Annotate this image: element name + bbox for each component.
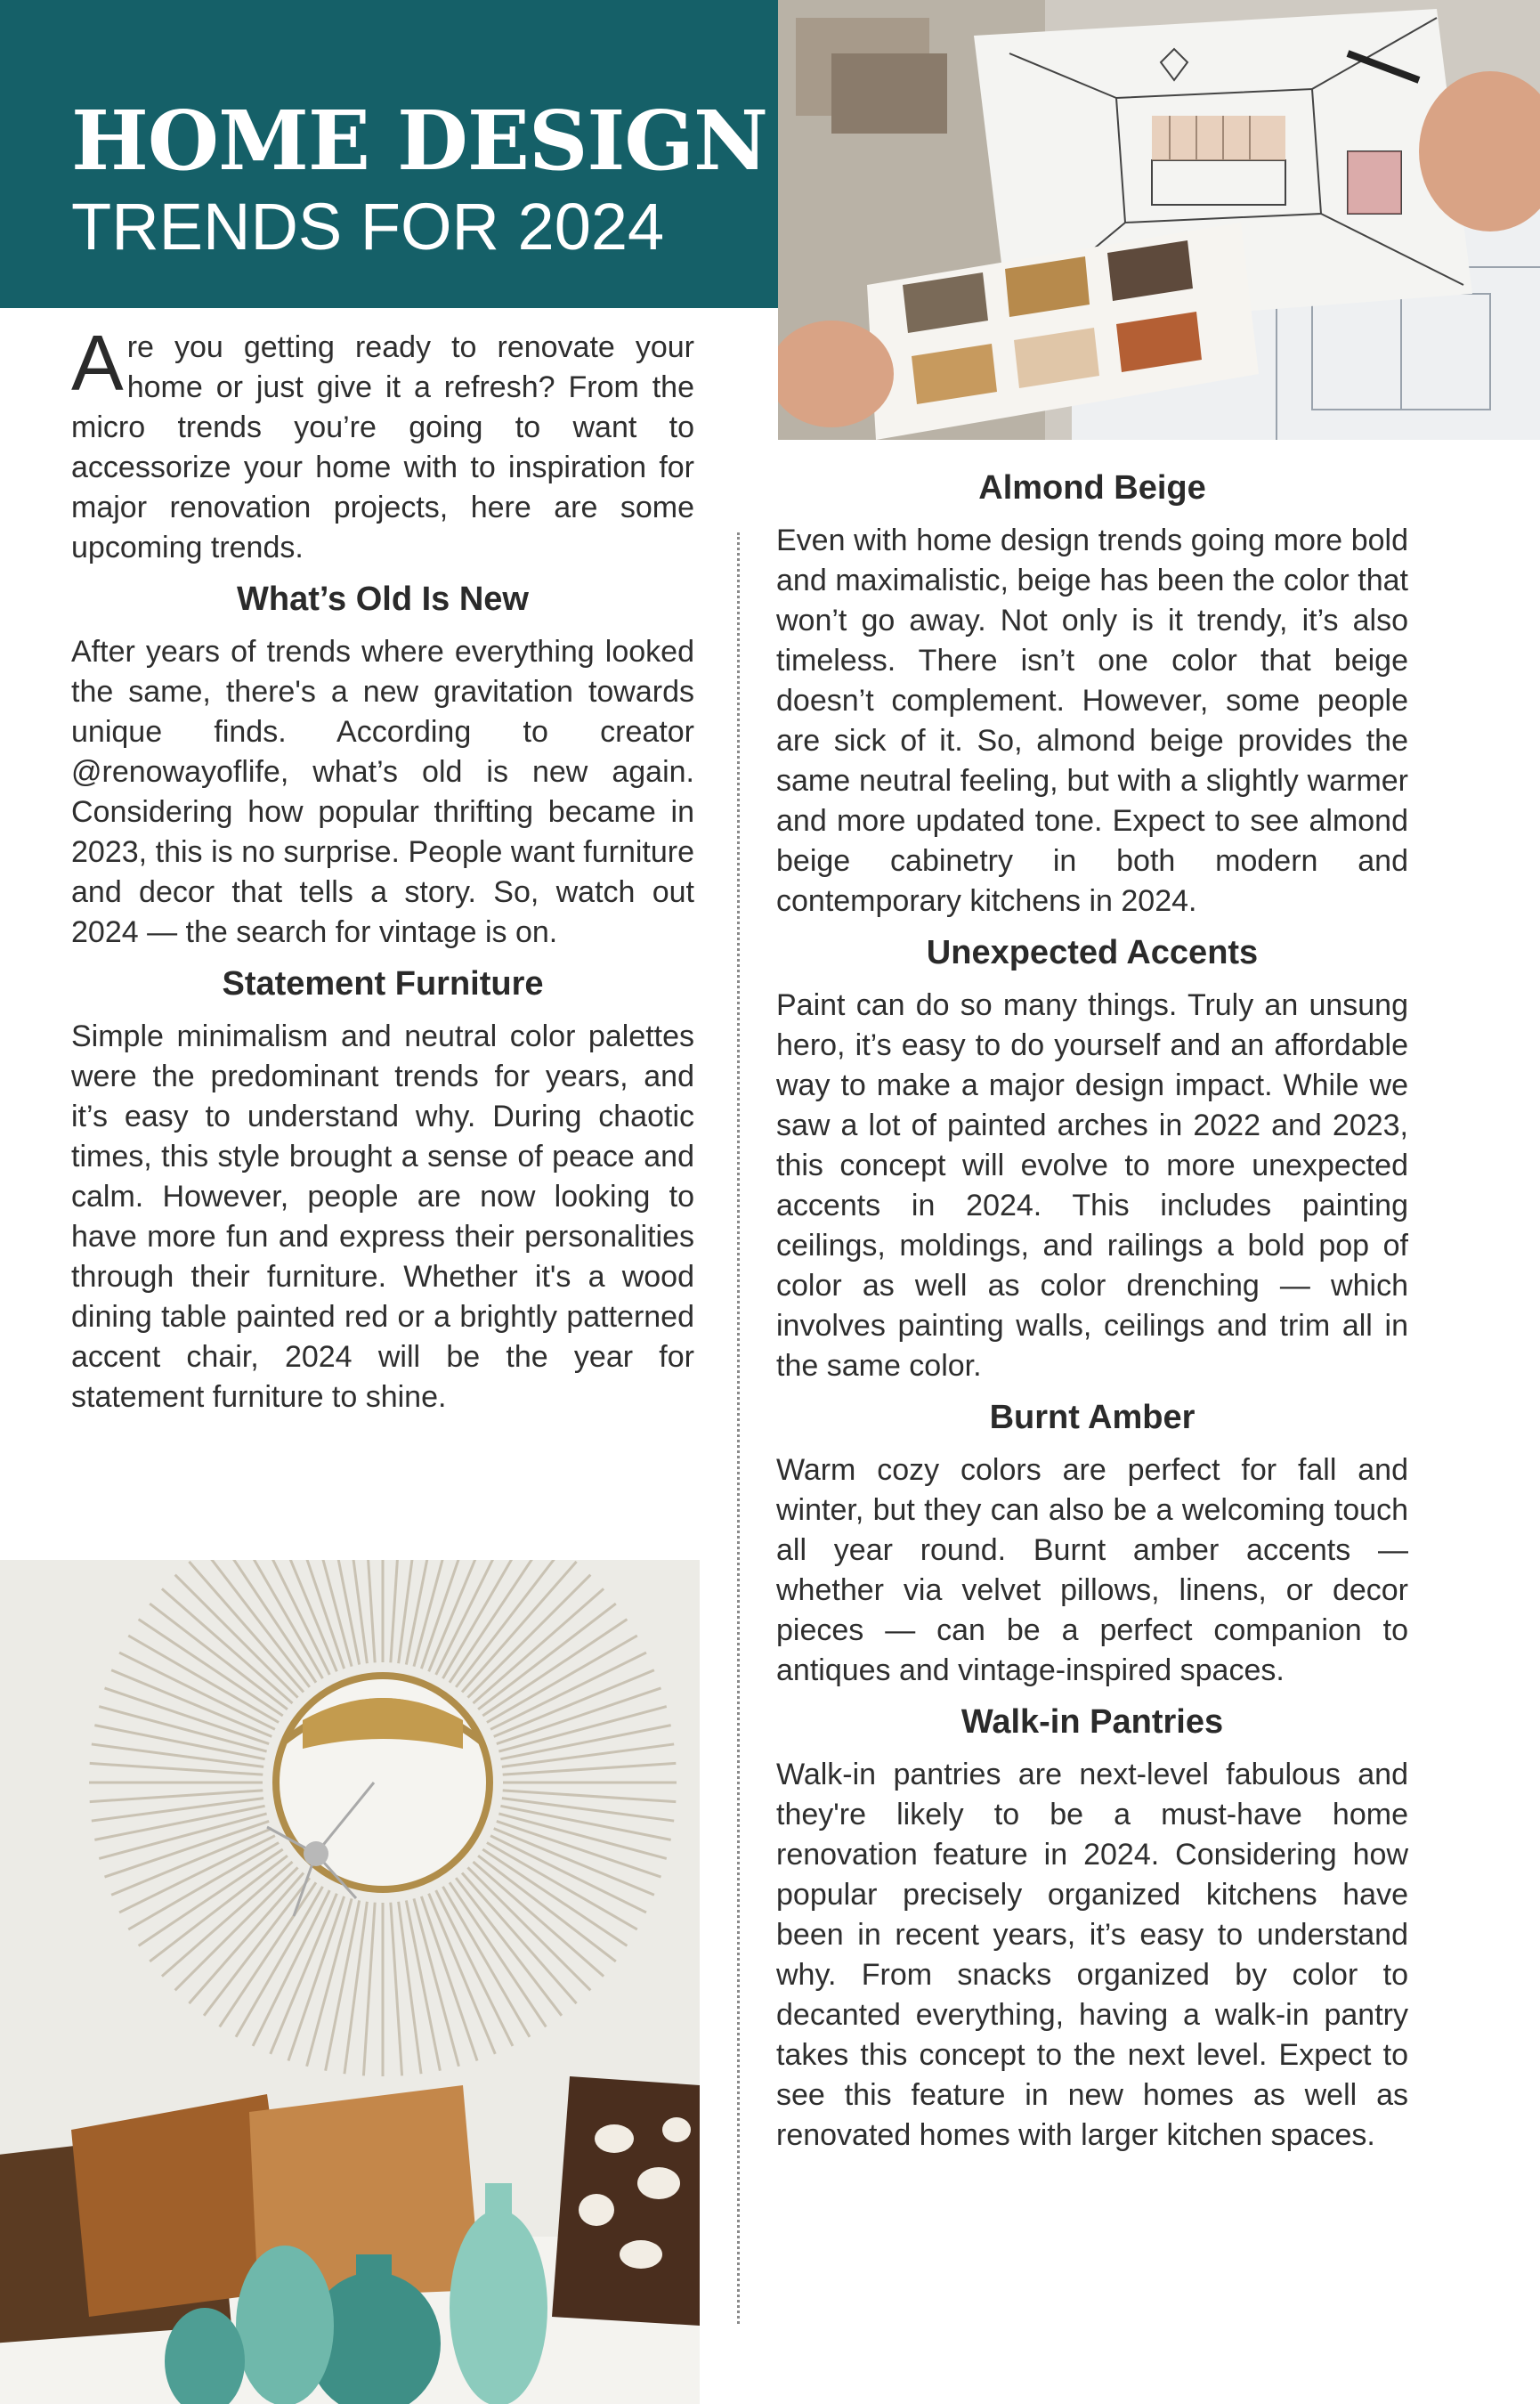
page-title: HOME DESIGN xyxy=(71,93,768,189)
left-column xyxy=(71,319,694,1417)
heading-almond-beige: Almond Beige xyxy=(978,469,1206,507)
intro-paragraph: Are you getting ready to renovate your home or just give it a refresh? From the micro trends you’re going to want to accessorize your home with to inspiration for major renovation projects, here are some upcoming trends. xyxy=(71,319,694,564)
heading-burnt-amber: Burnt Amber xyxy=(989,1399,1196,1436)
heading-statement-furniture: Statement Furniture xyxy=(222,965,544,1003)
body-statement-furniture: Simple minimalism and neutral color palettes were the predominant trends for years, and it’s easy to understand why. During chaotic times, this style brought a sense of peace and calm. However, people are now looking to have more fun and express their personalities through their furniture. Whether it's a wood dining table painted red or a brightly patterned accent chair, 2024 will be the year for statement furniture to shine. xyxy=(71,1019,694,1414)
heading-old-is-new: What’s Old Is New xyxy=(237,581,529,618)
body-almond-beige: Even with home design trends going more bold and maximalistic, beige has been the color that won’t go away. Not only is it trendy, it’s also timeless. There isn’t one color that beige doesn’t complement. However, some people are sick of it. So, almond beige provides the same neutral feeling, but with a slightly warmer and more updated tone. Expect to see almond beige cabinetry in both modern and contemporary kitchens in 2024. xyxy=(776,524,1408,918)
heading-unexpected-accents: Unexpected Accents xyxy=(926,934,1259,971)
body-walk-in-pantries: Walk-in pantries are next-level fabulous and they're likely to be a must-have home renovation feature in 2024. Considering how popular precisely organized kitchens have been in recent years, it’s easy to understand why. From snacks organized by color to decanted everything, having a walk-in pantry takes this concept to the next level. Expect to see this feature in new homes as well as renovated homes with larger kitchen spaces. xyxy=(776,1758,1408,2152)
sunburst-mirror-photo xyxy=(0,1560,700,2404)
page-subtitle: TRENDS FOR 2024 xyxy=(71,190,665,264)
drop-cap: A xyxy=(71,319,124,407)
body-old-is-new: After years of trends where everything looked the same, there's a new gravitation towards unique finds. According to creator @renowayoflife, what’s old is new again. Considering how popular thrifting became in 2023, this is no surprise. People want furniture and decor that tells a story. So, watch out 2024 — the search for vintage is on. xyxy=(71,635,694,949)
body-unexpected-accents: Paint can do so many things. Truly an unsung hero, it’s easy to do yourself and an affordable way to make a major design impact. While we saw a lot of painted arches in 2022 and 2023, this concept will evolve to more unexpected accents in 2024. This includes painting ceilings, moldings, and railings a bold pop of color as well as color drenching — which involves painting walls, ceilings and trim all in the same color. xyxy=(776,988,1408,1383)
right-column xyxy=(776,467,1408,2156)
heading-walk-in-pantries: Walk-in Pantries xyxy=(960,1703,1224,1741)
column-divider xyxy=(737,532,740,2324)
interior-sketch-photo xyxy=(778,0,1540,440)
title-banner xyxy=(0,0,778,308)
body-burnt-amber: Warm cozy colors are perfect for fall and winter, but they can also be a welcoming touch all year round. Burnt amber accents — whether via velvet pillows, linens, or decor pieces — can be a perfect companion to antiques and vintage-inspired spaces. xyxy=(776,1453,1408,1687)
